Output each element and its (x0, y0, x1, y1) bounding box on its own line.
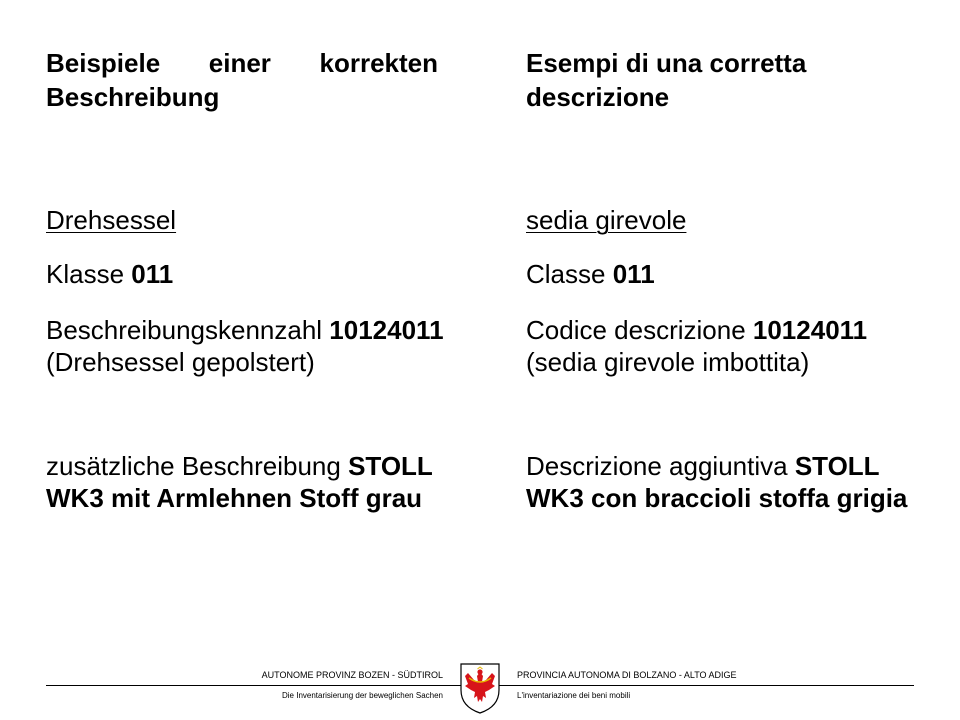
code-desc-german: (Drehsessel gepolstert) (46, 347, 315, 377)
italian-column (526, 46, 926, 513)
footer-province-german: AUTONOME PROVINZ BOZEN - SÜDTIROL (261, 670, 443, 680)
heading-german: Beispiele einer korrekten Beschreibung (46, 48, 438, 112)
extra-row-german (46, 450, 446, 514)
german-column (46, 46, 446, 513)
extra-label-italian: Descrizione aggiuntiva (526, 451, 795, 481)
heading-italian: Esempi di una corretta descrizione (526, 48, 807, 112)
class-label-german: Klasse (46, 259, 132, 289)
extra-value-italian: STOLL WK3 con braccioli stoffa grigia (526, 451, 908, 513)
footer-subtitle-italian: L'inventariazione dei beni mobili (517, 691, 631, 700)
class-value-german: 011 (131, 259, 174, 289)
footer-province-italian: PROVINCIA AUTONOMA DI BOLZANO - ALTO ADIGE (517, 670, 737, 680)
extra-label-german: zusätzliche Beschreibung (46, 451, 349, 481)
footer-subtitle-german: Die Inventarisierung der beweglichen Sachen (282, 691, 443, 700)
class-label-italian: Classe (526, 259, 613, 289)
coat-of-arms-eagle-icon (459, 662, 501, 714)
class-value-italian: 011 (612, 259, 655, 289)
class-row-german (46, 258, 446, 290)
code-value-german: 10124011 (329, 315, 444, 345)
code-row-italian (526, 314, 926, 378)
code-label-italian: Codice descrizione (526, 315, 753, 345)
code-value-italian: 10124011 (752, 315, 868, 345)
item-name-italian: sedia girevole (526, 205, 687, 235)
code-desc-italian: (sedia girevole imbottita) (526, 347, 810, 377)
code-row-german (46, 314, 446, 378)
extra-row-italian (526, 450, 926, 514)
code-label-german: Beschreibungskennzahl (46, 315, 330, 345)
item-name-german: Drehsessel (46, 205, 177, 235)
class-row-italian (526, 258, 926, 290)
extra-value-german: STOLL WK3 mit Armlehnen Stoff grau (46, 451, 433, 513)
